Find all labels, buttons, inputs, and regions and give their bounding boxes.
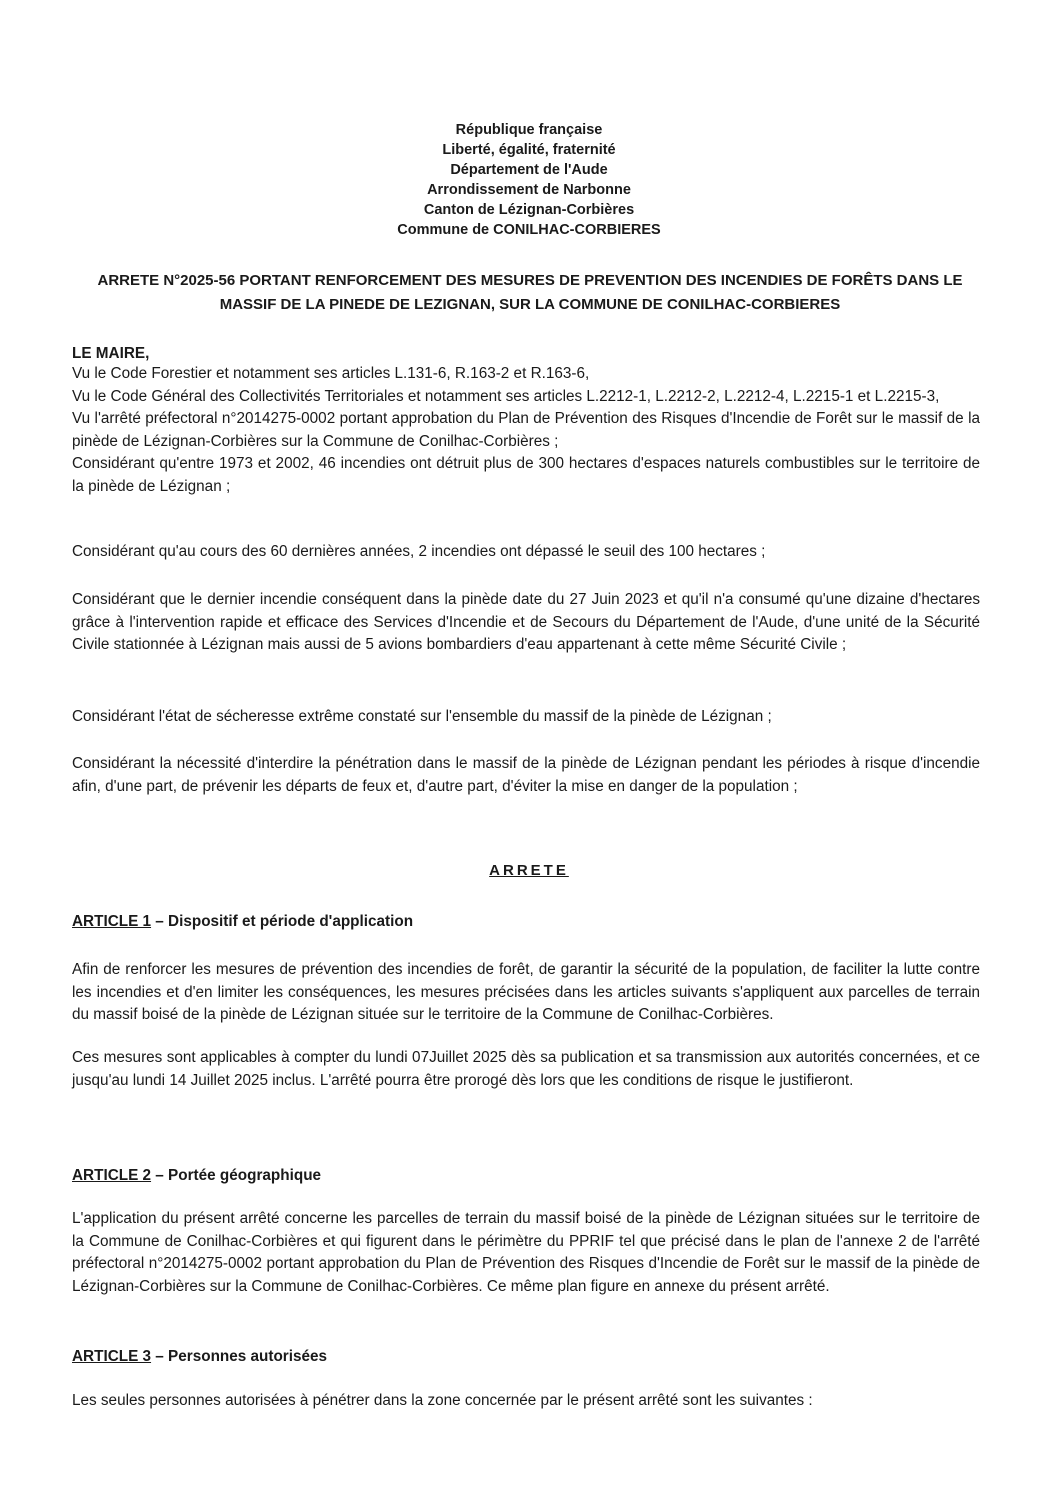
title-line: MASSIF DE LA PINEDE DE LEZIGNAN, SUR LA COMMUNE DE CONILHAC-CORBIERES xyxy=(219,296,841,313)
article-3-paragraph: Les seules personnes autorisées à pénétrer dans la zone concernée par le présent arrêté sont les suivantes : xyxy=(72,1392,813,1409)
header-line: Canton de Lézignan-Corbières xyxy=(423,202,635,218)
article-heading: – Portée géographique xyxy=(151,1167,322,1184)
article-heading: – Personnes autorisées xyxy=(151,1348,328,1365)
arrete-heading: ARRETE xyxy=(489,862,569,879)
article-1-title xyxy=(72,913,413,931)
article-2-title xyxy=(72,1167,321,1185)
article-number: ARTICLE 1 xyxy=(72,913,152,930)
title-line: ARRETE N°2025-56 PORTANT RENFORCEMENT DES MESURES DE PREVENTION DES INCENDIES DE FORÊTS DANS LE xyxy=(97,272,963,289)
considerant-paragraph: Considérant l'état de sécheresse extrême constaté sur l'ensemble du massif de la pinède de Lézignan ; xyxy=(72,708,772,725)
article-1-paragraph: Ces mesures sont applicables à compter du lundi 07Juillet 2025 dès sa publication et sa transmission aux autorités concernées, et ce jusqu'au lundi 14 Juillet 2025 inclus. L'arrêté pourra être prorogé dès lors que les conditions de risque le justifieront. xyxy=(72,1049,980,1089)
document-header xyxy=(0,120,1058,240)
header-line: Liberté, égalité, fraternité xyxy=(442,142,616,158)
article-number: ARTICLE 3 xyxy=(72,1348,152,1365)
article-3-title xyxy=(72,1348,327,1366)
visa-paragraph: Vu le Code Général des Collectivités Territoriales et notamment ses articles L.2212-1, L.2212-2, L.2212-4, L.2215-1 et L.2215-3, xyxy=(72,387,940,405)
considerant-paragraph: Considérant que le dernier incendie conséquent dans la pinède date du 27 Juin 2023 et qu'il n'a consumé qu'une dizaine d'hectares grâce à l'intervention rapide et efficace des Services d'Incendie et de Secours du Département de l'Aude, d'une unité de la Sécurité Civile stationnée à Lézignan mais aussi de 5 avions bombardiers d'eau appartenant à cette même Sécurité Civile ; xyxy=(72,591,980,653)
header-line: Commune de CONILHAC-CORBIERES xyxy=(397,222,661,238)
article-1-paragraph: Afin de renforcer les mesures de prévention des incendies de forêt, de garantir la sécurité de la population, de faciliter la lutte contre les incendies et d'en limiter les conséquences, les mesures précisées dans les articles suivants s'appliquent aux parcelles de terrain du massif boisé de la pinède de Lézignan située sur le territoire de la Commune de Conilhac-Corbières. xyxy=(72,961,980,1023)
visas-block xyxy=(72,363,980,498)
article-number: ARTICLE 2 xyxy=(72,1167,152,1184)
considerant-paragraph: Considérant la nécessité d'interdire la pénétration dans le massif de la pinède de Lézignan pendant les périodes à risque d'incendie afin, d'une part, de prévenir les départs de feux et, d'autre part, d'éviter la mise en danger de la population ; xyxy=(72,755,980,795)
article-heading: – Dispositif et période d'application xyxy=(151,913,414,930)
considerant-paragraph: Considérant qu'entre 1973 et 2002, 46 incendies ont détruit plus de 300 hectares d'espaces naturels combustibles sur le territoire de la pinède de Lézignan ; xyxy=(72,455,980,495)
header-line: République française xyxy=(455,122,603,138)
mayor-heading: LE MAIRE, xyxy=(72,345,150,362)
visa-paragraph: Vu le Code Forestier et notamment ses articles L.131-6, R.163-2 et R.163-6, xyxy=(72,365,590,382)
header-line: Arrondissement de Narbonne xyxy=(427,182,631,198)
article-2-paragraph: L'application du présent arrêté concerne les parcelles de terrain du massif boisé de la pinède de Lézignan situées sur le territoire de la Commune de Conilhac-Corbières et qui figurent dans le périmètre du PPRIF tel que précisé dans le plan de l'annexe 2 de l'arrêté préfectoral n°2014275-0002 portant approbation du Plan de Prévention des Risques d'Incendie de Forêt sur le massif de la pinède de Lézignan-Corbières sur la Commune de Conilhac-Corbières. Ce même plan figure en annexe du présent arrêté. xyxy=(72,1210,980,1295)
header-line: Département de l'Aude xyxy=(450,162,608,178)
document-title xyxy=(70,269,990,317)
considerant-paragraph: Considérant qu'au cours des 60 dernières années, 2 incendies ont dépassé le seuil des 100 hectares ; xyxy=(72,543,766,560)
visa-paragraph: Vu l'arrêté préfectoral n°2014275-0002 portant approbation du Plan de Prévention des Risques d'Incendie de Forêt sur le massif de la pinède de Lézignan-Corbières sur la Commune de Conilhac-Corbières ; xyxy=(72,410,980,450)
